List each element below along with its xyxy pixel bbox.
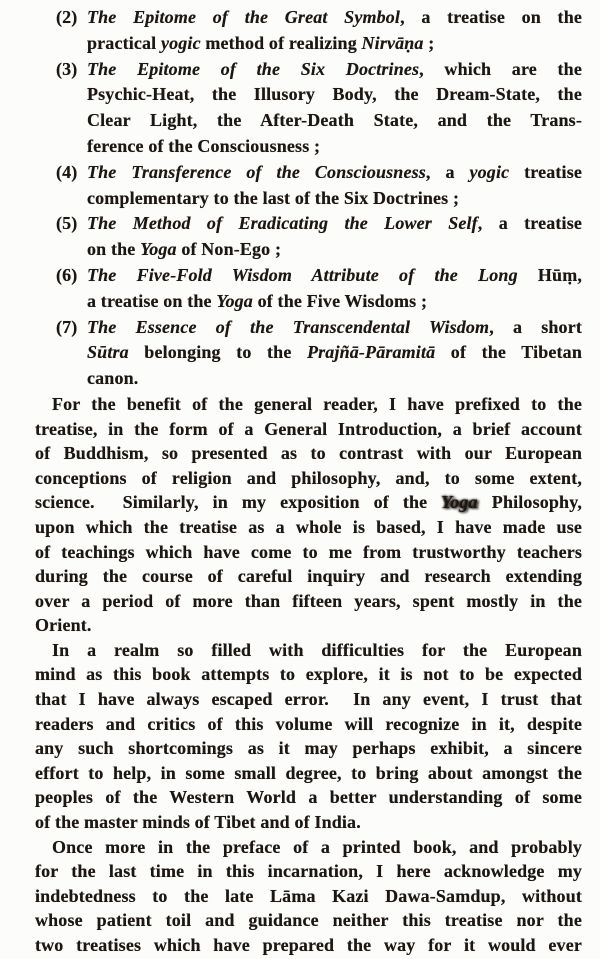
list-item-number: (5): [56, 213, 78, 234]
body-text: of Non-Ego ;: [176, 239, 282, 260]
text-line: [35, 638, 582, 663]
body-text: conceptions of religion and philosophy, and, to some extent,: [35, 467, 582, 488]
text-line: [35, 540, 582, 565]
text-line: [35, 564, 582, 589]
list-item: [56, 160, 582, 212]
body-text: , a short: [489, 316, 582, 337]
text-line: [35, 441, 582, 466]
italic-title-text: The Essence of the Transcendental Wisdom: [87, 316, 490, 337]
text-line: [87, 366, 582, 392]
list-item-number: (7): [56, 316, 78, 337]
body-text: , which are the: [419, 58, 582, 79]
list-item: [56, 5, 582, 57]
body-text: Philosophy,: [477, 492, 582, 513]
text-line: [35, 835, 582, 860]
paragraph: [35, 835, 582, 958]
body-text: , a treatise on the: [400, 7, 582, 27]
text-line: [35, 810, 582, 835]
text-line: [87, 315, 582, 341]
italic-title-text: The Method of Eradicating the Lower Self: [87, 213, 478, 234]
body-text: Clear Light, the After-Death State, and the Trans-: [87, 110, 582, 131]
body-text: In a realm so filled with difficulties for the European: [52, 639, 582, 660]
body-text: For the benefit of the general reader, I have prefixed to the: [52, 393, 582, 414]
body-text: Psychic-Heat, the Illusory Body, the Dream-State, the: [87, 84, 582, 105]
body-text: two treatises which have prepared the way for it would ever: [35, 935, 582, 956]
italic-title-text: yogic: [469, 161, 510, 182]
text-line: [87, 289, 582, 315]
body-text: that I have always escaped error. In any event, I trust that: [35, 689, 582, 710]
body-text: mind as this book attempts to explore, it is not to be expected: [35, 664, 582, 685]
body-text: belonging to the: [128, 342, 307, 363]
text-line: [35, 884, 582, 909]
text-line: [35, 662, 582, 687]
body-text: a treatise on the: [87, 290, 217, 311]
body-text: of the master minds of Tibet and of India.: [35, 812, 361, 833]
body-text: Once more in the preface of a printed book, and probably: [52, 836, 582, 857]
text-line: [35, 589, 582, 614]
body-text: method of realizing: [200, 32, 362, 53]
body-text: indebtedness to the late Lāma Kazi Dawa-Samdup, without: [35, 885, 582, 906]
text-line: [87, 5, 582, 31]
italic-title-text: yogic: [160, 32, 201, 53]
body-text: whose patient toil and guidance neither this treatise nor the: [35, 910, 582, 931]
italic-title-text: Sūtra: [87, 342, 129, 363]
body-text: complementary to the last of the Six Doctrines ;: [87, 187, 460, 208]
body-text: treatise, in the form of a General Introduction, a brief account: [35, 418, 582, 439]
text-line: [35, 687, 582, 712]
text-line: [35, 933, 582, 958]
body-text: during the course of careful inquiry and research extending: [35, 566, 582, 587]
italic-title-text: The Five-Fold Wisdom Attribute of the Long: [87, 264, 518, 285]
italic-title-text: Yoga: [216, 290, 253, 311]
text-line: [35, 392, 582, 417]
text-line: [87, 31, 582, 57]
list-item: [56, 211, 582, 263]
text-line: [35, 490, 582, 515]
list-item: [56, 263, 582, 315]
italic-title-text: The Epitome of the Great Symbol: [87, 7, 401, 27]
body-text: of Buddhism, so presented as to contrast with our European: [35, 443, 582, 464]
body-text: ;: [423, 32, 435, 53]
body-text: for the last time in this incarnation, I here acknowledge my: [35, 861, 582, 882]
body-text: practical: [87, 32, 161, 53]
italic-title-text: Prajñā-Pāramitā: [307, 342, 436, 363]
italic-title-text: The Epitome of the Six Doctrines: [87, 58, 420, 79]
text-line: [35, 859, 582, 884]
text-line: [35, 761, 582, 786]
body-text: Hūṃ,: [517, 264, 582, 285]
text-line: [35, 466, 582, 491]
body-text: of teachings which have come to me from trustworthy teachers: [35, 541, 582, 562]
body-text: peoples of the Western World a better understanding of some: [35, 787, 582, 808]
body-text: of the Five Wisdoms ;: [252, 290, 428, 311]
body-text: upon which the treatise as a whole is based, I have made use: [35, 516, 582, 537]
body-text: canon.: [87, 368, 139, 389]
text-line: [35, 736, 582, 761]
text-line: [87, 263, 582, 289]
text-line: [87, 340, 582, 366]
list-item-number: (3): [56, 58, 78, 79]
body-text: , a treatise: [477, 213, 582, 234]
body-text: science. Similarly, in my exposition of the: [35, 492, 442, 513]
paragraph: [35, 638, 582, 835]
body-text: treatise: [509, 161, 582, 182]
text-line: [35, 417, 582, 442]
text-line: [87, 211, 582, 237]
text-line: [35, 613, 582, 638]
italic-title-text: Yoga: [140, 239, 177, 260]
numbered-works-list: [56, 5, 582, 392]
text-line: [87, 82, 582, 108]
list-item-number: (4): [56, 161, 78, 182]
text-line: [87, 134, 582, 160]
list-item-number: (2): [56, 7, 78, 27]
italic-title-text: The Transference of the Consciousness: [87, 161, 426, 182]
list-item: [56, 57, 582, 160]
body-text: effort to help, in some small degree, to bring about amongst the: [35, 762, 582, 783]
text-line: [35, 785, 582, 810]
paragraph: [35, 392, 582, 638]
body-text: on the: [87, 239, 141, 260]
list-item: [56, 315, 582, 392]
body-text: , a: [425, 161, 470, 182]
text-line: [87, 160, 582, 186]
body-text: readers and critics of this volume will recognize in it, despite: [35, 713, 582, 734]
preface-paragraphs: [35, 392, 582, 958]
text-line: [87, 186, 582, 212]
text-line: [35, 908, 582, 933]
body-text: any such shortcomings as it may perhaps exhibit, a sincere: [35, 738, 582, 759]
body-text: of the Tibetan: [435, 342, 582, 363]
italic-title-text: Nirvāṇa: [361, 32, 424, 53]
body-text: ference of the Consciousness ;: [87, 135, 321, 156]
text-line: [87, 57, 582, 83]
text-line: [87, 237, 582, 263]
body-text: Orient.: [35, 615, 92, 636]
text-line: [87, 108, 582, 134]
italic-title-text: Yoga: [441, 492, 478, 513]
text-line: [35, 712, 582, 737]
list-item-number: (6): [56, 264, 78, 285]
body-text: over a period of more than fifteen years, spent mostly in the: [35, 590, 582, 611]
text-line: [35, 515, 582, 540]
